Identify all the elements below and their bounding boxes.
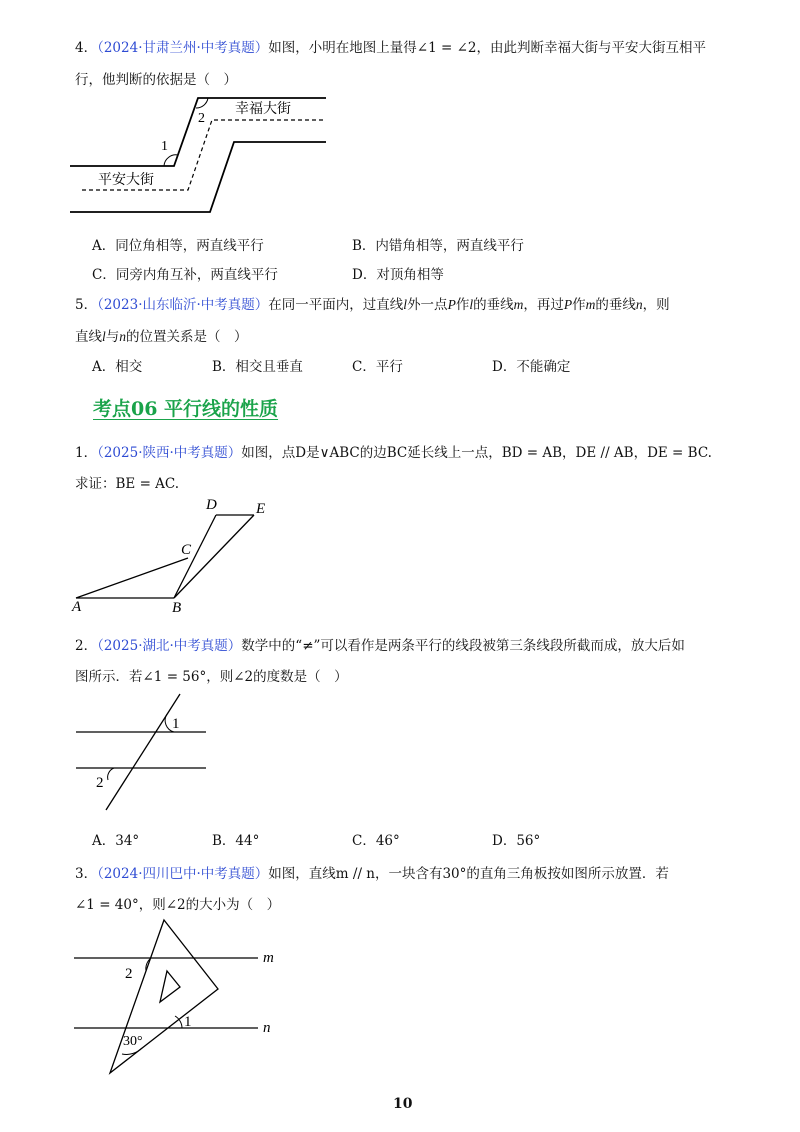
p3-angle-30-label: 30° <box>123 1034 143 1049</box>
p1-point-d: D <box>206 497 217 513</box>
q4-option-a: A．同位角相等，两直线平行 <box>92 238 264 254</box>
q5-text: 外一点 <box>407 297 448 313</box>
p2-option-c: C．46° <box>352 833 400 849</box>
p3-text-1: 如图，直线m // n，一块含有30°的直角三角板按如图所示放置．若 <box>268 866 669 882</box>
q5-var-l: l <box>102 329 106 344</box>
q4-option-d: D．对顶角相等 <box>352 267 444 283</box>
p2-line1 <box>75 634 685 654</box>
q5-text: 作 <box>572 297 586 313</box>
p2-angle-1-label: 1 <box>172 716 180 732</box>
p3-line-n-label: n <box>263 1020 271 1036</box>
q4-street-figure <box>70 94 330 218</box>
q5-option-b: B．相交且垂直 <box>212 359 303 375</box>
q5-var-l: l <box>469 297 474 312</box>
q5-text: 的垂线 <box>595 297 636 313</box>
p1-point-c: C <box>181 542 192 558</box>
p2-number: 2． <box>75 638 98 654</box>
q4-text-1: 如图，小明在地图上量得∠1 = ∠2，由此判断幸福大街与平安大街互相平 <box>268 40 706 56</box>
q5-line2 <box>75 325 248 345</box>
q5-var-p: P <box>563 297 573 312</box>
q5-text: 的垂线 <box>473 297 514 313</box>
q4-angle-2-label: 2 <box>198 111 205 126</box>
q5-text: 与 <box>105 329 120 345</box>
q5-number: 5． <box>75 297 98 313</box>
p1-source: （2025·陕西·中考真题） <box>97 445 242 461</box>
q4-option-c: C．同旁内角互补，两直线平行 <box>92 267 278 283</box>
q4-text-2: 行，他判断的依据是（ ） <box>75 72 237 88</box>
p3-angle-1-label: 1 <box>184 1014 192 1030</box>
p1-text-1: 如图，点D是∨ABC的边BC延长线上一点，BD = AB，DE // AB，DE = BC. <box>241 445 712 461</box>
p3-line1 <box>75 862 669 882</box>
q5-var-n: n <box>119 329 127 344</box>
p1-triangle-figure <box>70 495 280 615</box>
q5-option-c: C．平行 <box>352 359 403 375</box>
q4-source: （2024·甘肃兰州·中考真题） <box>97 40 269 56</box>
p2-parallel-figure <box>70 692 220 816</box>
q4-street-pingan: 平安大街 <box>98 173 154 188</box>
p1-point-a: A <box>72 599 82 615</box>
q5-text: 作 <box>455 297 470 313</box>
p3-set-square-figure <box>70 915 290 1077</box>
p1-number: 1． <box>75 445 98 461</box>
q4-angle-1-label: 1 <box>161 139 168 154</box>
page-number: 10 <box>393 1096 413 1112</box>
q5-text: ，再过 <box>523 297 564 313</box>
q4-street-xingfu: 幸福大街 <box>235 102 291 117</box>
p2-option-b: B．44° <box>212 833 260 849</box>
q4-option-b: B．内错角相等，两直线平行 <box>352 238 524 254</box>
p2-angle-2-label: 2 <box>96 775 104 791</box>
q5-var-n: n <box>635 297 643 312</box>
q5-var-m: m <box>513 297 524 312</box>
q5-line1 <box>75 293 670 313</box>
q5-text: 在同一平面内，过直线 <box>268 297 404 313</box>
p1-line1 <box>75 441 712 461</box>
q5-text: 直线 <box>75 329 102 345</box>
q5-text: 的位置关系是（ ） <box>126 329 248 345</box>
p1-point-b: B <box>172 600 182 616</box>
section-title: 考点06 平行线的性质 <box>93 398 279 420</box>
q5-option-d: D．不能确定 <box>492 359 571 375</box>
p2-option-a: A．34° <box>92 833 140 849</box>
p2-text-1: 数学中的“≠”可以看作是两条平行的线段被第三条线段所截而成，放大后如 <box>241 638 685 654</box>
q5-option-a: A．相交 <box>92 359 143 375</box>
p1-text-2: 求证：BE = AC. <box>75 476 180 492</box>
p3-source: （2024·四川巴中·中考真题） <box>97 866 269 882</box>
p1-point-e: E <box>256 501 266 517</box>
p2-option-d: D．56° <box>492 833 541 849</box>
q4-line1 <box>75 36 706 56</box>
section-heading <box>93 394 278 421</box>
q5-text: ，则 <box>642 297 670 313</box>
q5-var-l: l <box>403 297 408 312</box>
p3-number: 3． <box>75 866 98 882</box>
q5-var-m: m <box>585 297 596 312</box>
p3-line-m-label: m <box>263 950 274 966</box>
q5-source: （2023·山东临沂·中考真题） <box>97 297 269 313</box>
q5-var-p: P <box>447 297 456 312</box>
p3-text-2: ∠1 = 40°，则∠2的大小为（ ） <box>75 897 281 913</box>
p2-text-2: 图所示．若∠1 = 56°，则∠2的度数是（ ） <box>75 669 348 685</box>
p3-angle-2-label: 2 <box>125 966 133 982</box>
q4-number: 4． <box>75 40 98 56</box>
p2-source: （2025·湖北·中考真题） <box>97 638 242 654</box>
